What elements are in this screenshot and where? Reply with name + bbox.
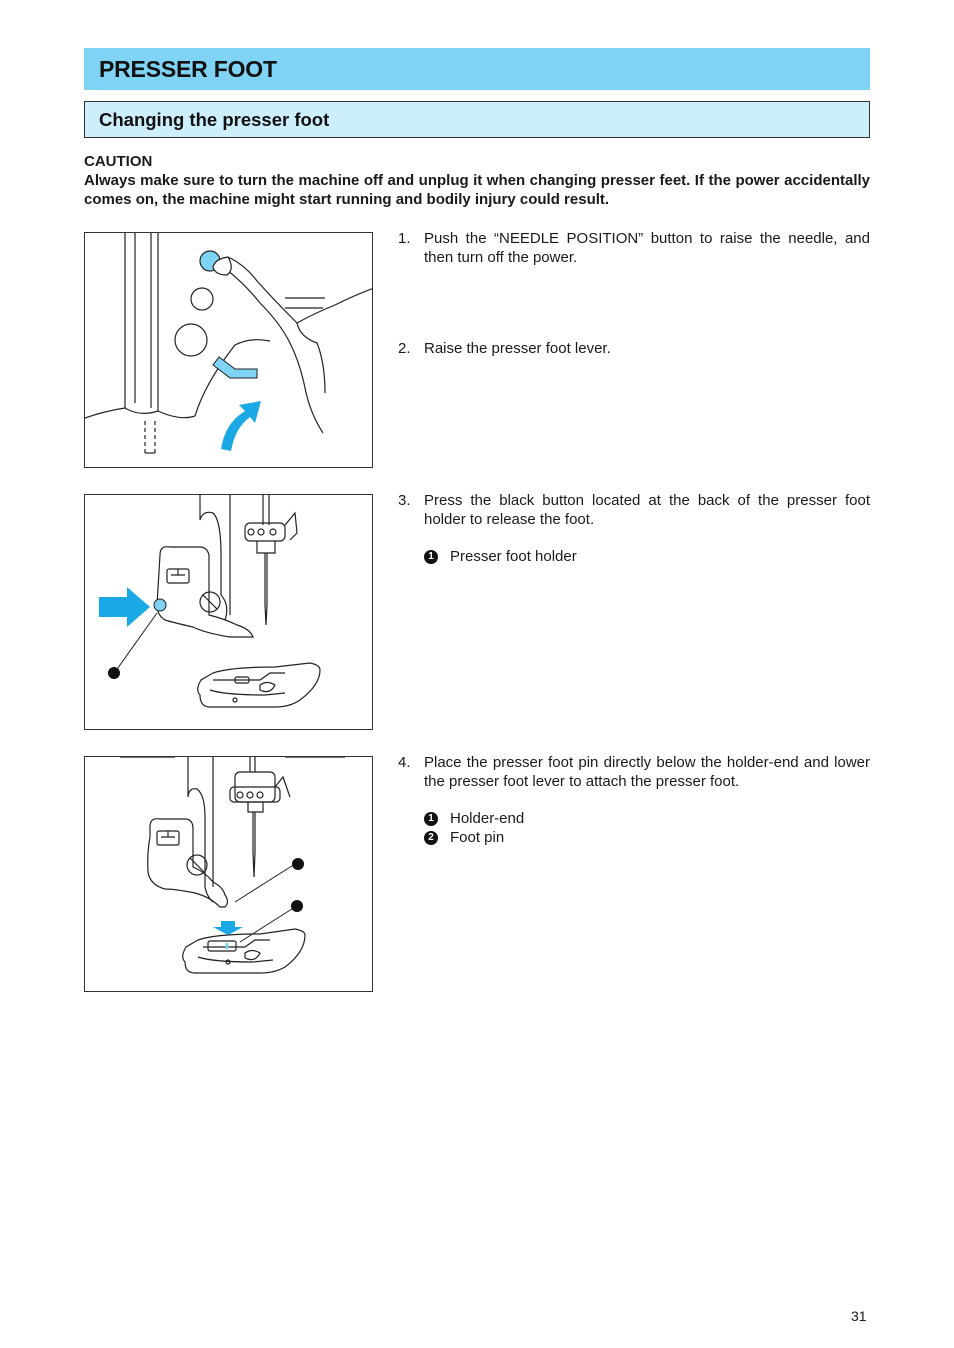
figure-release-presser-foot	[84, 494, 373, 730]
step-text: Push the “NEEDLE POSITION” button to raise the needle, and then turn off the power.	[424, 230, 870, 266]
legend-item	[424, 828, 870, 847]
section-heading: Changing the presser foot	[99, 109, 330, 130]
step-number: 2.	[398, 340, 411, 357]
step-1	[398, 230, 870, 267]
page-title: PRESSER FOOT	[99, 56, 277, 82]
figure-needle-position-and-lever	[84, 232, 373, 468]
step-4	[398, 754, 870, 847]
legend-marker: 1	[424, 812, 438, 826]
legend-label: Foot pin	[450, 829, 505, 846]
legend-item	[424, 809, 870, 828]
step-3	[398, 492, 870, 566]
legend-label: Holder-end	[450, 810, 525, 827]
step-number: 4.	[398, 754, 411, 771]
caution-heading: CAUTION	[84, 153, 153, 170]
legend-marker: 2	[424, 831, 438, 845]
step-text: Raise the presser foot lever.	[424, 340, 611, 357]
step-text: Press the black button located at the back of the presser foot holder to release the foot.	[424, 492, 870, 528]
step-2	[398, 340, 870, 359]
figure-legend	[424, 547, 870, 566]
section-heading-bar	[84, 101, 870, 138]
legend-marker: 1	[424, 550, 438, 564]
figure-attach-presser-foot	[84, 756, 373, 992]
page-number: 31	[851, 1308, 867, 1324]
step-number: 1.	[398, 230, 411, 247]
caution-block	[84, 152, 870, 209]
step-number: 3.	[398, 492, 411, 509]
legend-label: Presser foot holder	[450, 548, 577, 565]
legend-item	[424, 547, 870, 566]
step-text: Place the presser foot pin directly below the holder-end and lower the presser foot lever to attach the presser foot.	[424, 754, 870, 790]
caution-body: Always make sure to turn the machine off and unplug it when changing presser feet. If the power accidentally comes on, the machine might start running and bodily injury could result.	[84, 172, 870, 208]
page-title-bar	[84, 48, 870, 90]
figure-legend	[424, 809, 870, 847]
